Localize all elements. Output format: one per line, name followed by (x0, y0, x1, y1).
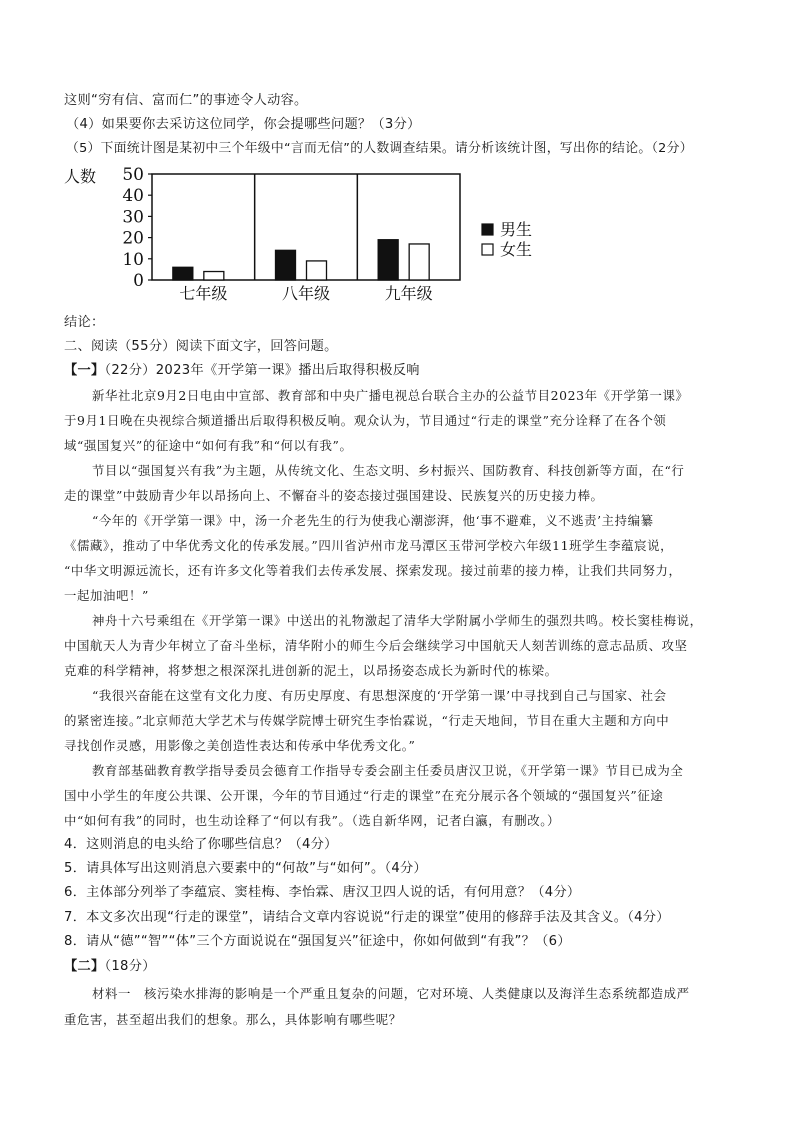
y-tick-label: 30 (122, 207, 144, 228)
article-line: 国中小学生的年度公共课、公开课，今年的节目通过“行走的课堂”在充分展示各个领域的“强国复兴”征途 (64, 788, 664, 803)
legend-label: 男生 (500, 220, 533, 239)
question-4-prompt: （4）如果要你去采访这位同学，你会提哪些问题？（3分） (66, 117, 421, 132)
section-2-heading: 二、阅读（55分）阅读下面文字，回答问题。 (64, 339, 338, 354)
question-5-prompt: （5）下面统计图是某初中三个年级中“言而无信”的人数调查结果。请分析该统计图，写出你的结论。（2分） (66, 141, 693, 156)
chart-bars (173, 240, 429, 280)
article-line: 一起加油吧！” (64, 588, 149, 603)
legend-swatch (482, 224, 493, 235)
material-line: 材料一 核污染水排海的影响是一个严重且复杂的问题，它对环境、人类健康以及海洋生态系统都造成严 (92, 986, 690, 1001)
article-line: 节目以“强国复兴有我”为主题，从传统文化、生态文明、乡村振兴、国防教育、科技创新等方面，在“行 (92, 463, 685, 478)
legend-label: 女生 (500, 240, 533, 259)
article-line: “今年的《开学第一课》中，汤一介老先生的行为使我心潮澎湃，他‘事不避难，义不逃责’主持编纂 (92, 513, 654, 528)
x-category-label: 九年级 (384, 284, 433, 303)
legend-swatch (482, 244, 493, 255)
article-line: 域“强国复兴”的征途中“如何有我”和“何以有我”。 (64, 438, 353, 453)
x-category-label: 八年级 (281, 284, 331, 303)
y-tick-label: 50 (122, 165, 144, 185)
intro-text-line: 这则“穷有信、富而仁”的事迹令人动容。 (64, 93, 308, 108)
article-line: “中华文明源远流长，还有许多文化等着我们去传承发展、探索发现。接过前辈的接力棒，让我们共同努力， (64, 563, 682, 578)
bar-male-2 (276, 250, 296, 280)
article-line: 《儒藏》，推动了中华优秀文化的传承发展。”四川省泸州市龙马潭区玉带河学校六年级11班学生李蕴宸说， (64, 538, 674, 553)
x-axis-labels (179, 284, 432, 303)
part-1-marker: 【一】 (64, 363, 105, 378)
part-2-heading (64, 958, 156, 976)
bar-female-1 (204, 272, 224, 280)
survey-bar-chart (64, 164, 564, 304)
bar-male-3 (378, 240, 398, 280)
y-tick-label: 20 (122, 228, 144, 249)
article-line: 中国航天人为青少年树立了奋斗坐标，清华附小的师生今后会继续学习中国航天人刻苦训练的意志品质、攻坚 (64, 638, 688, 653)
article-line: 克难的科学精神，将梦想之根深深扎进创新的泥土，以昂扬姿态成长为新时代的栋梁。 (64, 663, 558, 678)
article-line: 教育部基础教育教学指导委员会德育工作指导专委会副主任委员唐汉卫说，《开学第一课》节目已成为全 (92, 763, 684, 778)
article-line: 新华社北京9月2日电由中宣部、教育部和中央广播电视总台联合主办的公益节目2023年《开学第一课》 (92, 388, 689, 403)
part-1-title: （22分）2023年《开学第一课》播出后取得积极反响 (104, 363, 420, 378)
bar-female-3 (409, 244, 429, 280)
bar-female-2 (307, 261, 327, 280)
x-category-label: 七年级 (179, 284, 228, 303)
y-axis-label: 人数 (64, 167, 97, 186)
article-line: 的紧密连接。”北京师范大学艺术与传媒学院博士研究生李怡霖说，“行走天地间，节目在重大主题和方向中 (64, 713, 670, 728)
chart-legend (482, 220, 532, 259)
part-2-marker: 【二】 (64, 959, 105, 974)
question-item: 4．这则消息的电头给了你哪些信息？（4分） (64, 837, 338, 852)
bar-male-1 (173, 267, 193, 280)
question-item: 5．请具体写出这则消息六要素中的“何故”与“如何”。（4分） (64, 861, 428, 876)
conclusion-label: 结论： (64, 315, 105, 330)
article-line: “我很兴奋能在这堂有文化力度、有历史厚度、有思想深度的‘开学第一课’中寻找到自己与国家、社会 (92, 688, 667, 703)
y-axis-ticks (122, 165, 152, 291)
y-tick-label: 10 (122, 249, 144, 270)
part-2-title: （18分） (104, 959, 156, 974)
article-line: 神舟十六号乘组在《开学第一课》中送出的礼物激起了清华大学附属小学师生的强烈共鸣。校长窦桂梅说， (92, 613, 703, 628)
article-line: 于9月1日晚在央视综合频道播出后取得积极反响。观众认为，节目通过“行走的课堂”充分诠释了在各个领 (64, 413, 667, 428)
article-line: 寻找创作灵感，用影像之美创造性表达和传承中华优秀文化。” (64, 738, 416, 753)
article-line: 走的课堂”中鼓励青少年以昂扬向上、不懈奋斗的姿态接过强国建设、民族复兴的历史接力棒。 (64, 488, 604, 503)
part-1-heading (64, 362, 420, 380)
question-item: 6．主体部分列举了李蕴宸、窦桂梅、李怡霖、唐汉卫四人说的话，有何用意？（4分） (64, 885, 581, 900)
material-line: 重危害，甚至超出我们的想象。那么，具体影响有哪些呢？ (64, 1012, 402, 1027)
question-item: 7．本文多次出现“行走的课堂”，请结合文章内容说说“行走的课堂”使用的修辞手法及其含义。（4分） (64, 910, 670, 925)
y-tick-label: 40 (122, 186, 144, 207)
article-line: 中“如何有我”的同时，也生动诠释了“何以有我”。（选自新华网，记者白瀛，有删改。） (64, 813, 560, 828)
question-item: 8．请从“德”“智”“体”三个方面说说在“强国复兴”征途中，你如何做到“有我”？（6） (64, 934, 571, 949)
y-tick-label: 0 (133, 271, 144, 291)
